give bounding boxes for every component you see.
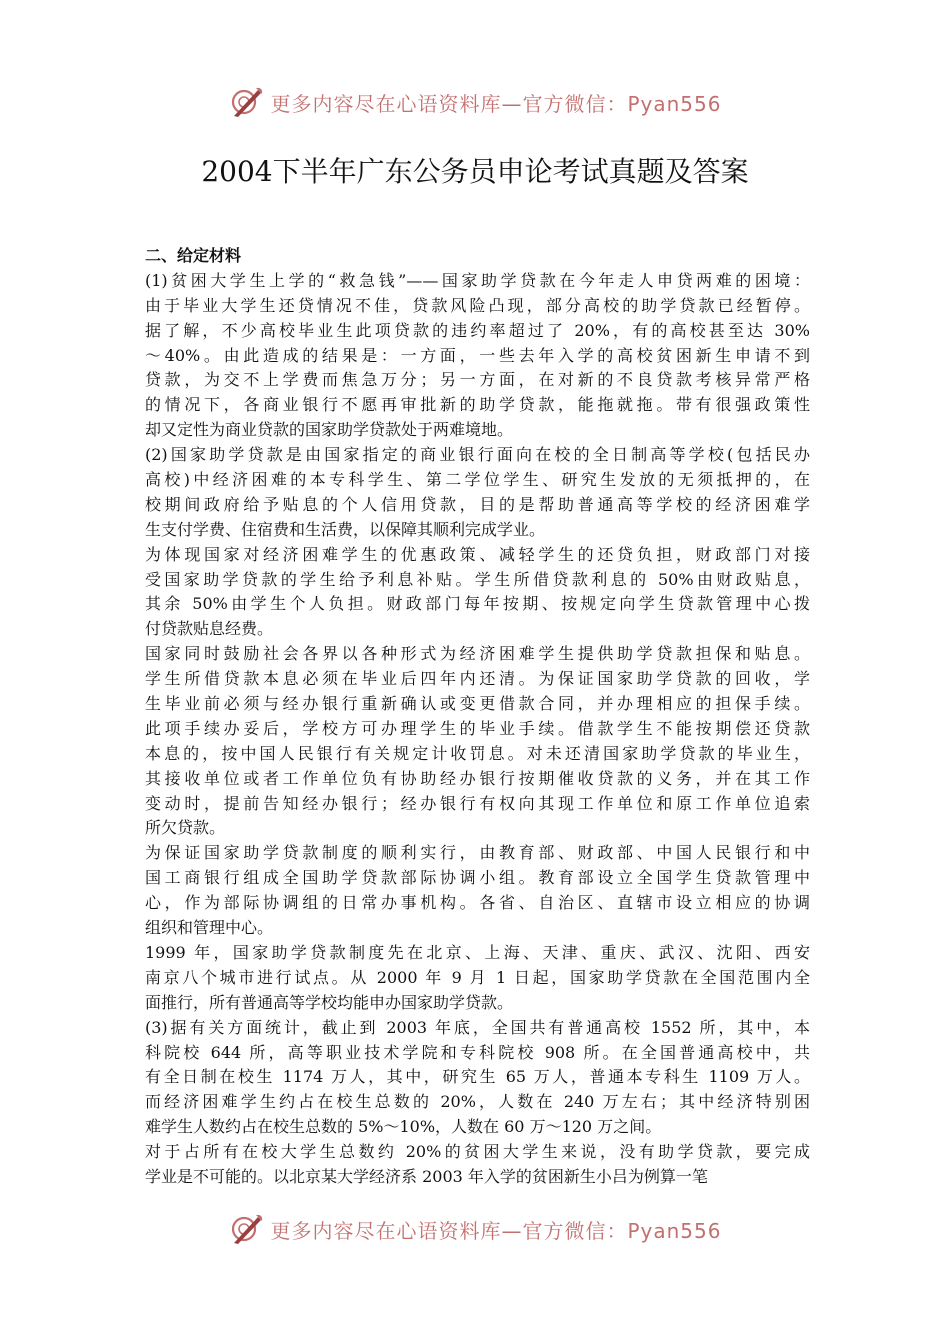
section-heading: 二、给定材料 bbox=[145, 246, 242, 265]
text-line: 生支付学费、住宿费和生活费，以保障其顺利完成学业。 bbox=[145, 519, 546, 539]
quill-logo-icon bbox=[228, 84, 264, 120]
text-line: (3)据有关方面统计，截止到 2003 年底，全国共有普通高校 1552 所，其中，本 bbox=[145, 1017, 810, 1037]
text-line: (2)国家助学贷款是由国家指定的商业银行面向在校的全日制高等学校(包括民办 bbox=[145, 445, 810, 465]
text-line: 国工商银行组成全国助学贷款部际协调小组。教育部设立全国学生贷款管理中 bbox=[145, 868, 810, 888]
text-line: 贷款，为交不上学费而焦急万分；另一方面，在对新的不良贷款考核异常严格 bbox=[145, 370, 810, 390]
text-line: 由于毕业大学生还贷情况不佳，贷款风险凸现，部分高校的助学贷款已经暂停。 bbox=[145, 295, 810, 315]
text-line: 1999 年，国家助学贷款制度先在北京、上海、天津、重庆、武汉、沈阳、西安 bbox=[145, 942, 810, 962]
text-line: 而经济困难学生约占在校生总数的 20%，人数在 240 万左右；其中经济特别困 bbox=[145, 1092, 810, 1112]
text-line: 所欠贷款。 bbox=[145, 818, 226, 838]
document-body bbox=[145, 244, 810, 1190]
text-line: 受国家助学贷款的学生给予利息补贴。学生所借贷款利息的 50%由财政贴息， bbox=[145, 569, 810, 589]
text-line: 有全日制在校生 1174 万人，其中，研究生 65 万人，普通本专科生 1109 万人。 bbox=[145, 1067, 810, 1087]
text-line: 难学生人数约占在校生总数的 5%～10%，人数在 60 万～120 万之间。 bbox=[145, 1117, 662, 1137]
text-line: 南京八个城市进行试点。从 2000 年 9 月 1 日起，国家助学贷款在全国范围内全 bbox=[145, 967, 810, 987]
text-line: 生毕业前必须与经办银行重新确认或变更借款合同，并办理相应的担保手续。 bbox=[145, 694, 810, 714]
text-line: 此项手续办妥后，学校方可办理学生的毕业手续。借款学生不能按期偿还贷款 bbox=[145, 718, 810, 738]
text-line: 对于占所有在校大学生总数约 20%的贫困大学生来说，没有助学贷款，要完成 bbox=[145, 1142, 810, 1162]
page-title: 2004下半年广东公务员申论考试真题及答案 bbox=[201, 155, 749, 188]
header-watermark-text: 更多内容尽在心语资料库—官方微信：Pyan556 bbox=[270, 91, 722, 116]
text-line: 面推行，所有普通高等学校均能申办国家助学贷款。 bbox=[145, 992, 514, 1012]
text-line: 校期间政府给予贴息的个人信用贷款，目的是帮助普通高等学校的经济困难学 bbox=[145, 494, 810, 514]
text-line: 高校)中经济困难的本专科学生、第二学位学生、研究生发放的无须抵押的，在 bbox=[145, 470, 810, 490]
text-line: 学业是不可能的。以北京某大学经济系 2003 年入学的贫困新生小吕为例算一笔 bbox=[145, 1166, 708, 1186]
text-line: (1)贫困大学生上学的“救急钱”——国家助学贷款在今年走人申贷两难的困境： bbox=[145, 270, 810, 290]
footer-watermark-text: 更多内容尽在心语资料库—官方微信：Pyan556 bbox=[270, 1218, 722, 1243]
text-line: 国家同时鼓励社会各界以各种形式为经济困难学生提供助学贷款担保和贴息。 bbox=[145, 644, 810, 664]
quill-logo-icon bbox=[228, 1211, 264, 1247]
text-line: 其余 50%由学生个人负担。财政部门每年按期、按规定向学生贷款管理中心拨 bbox=[145, 594, 810, 614]
text-line: 据了解，不少高校毕业生此项贷款的违约率超过了 20%，有的高校甚至达 30% bbox=[145, 320, 810, 340]
text-line: ～40%。由此造成的结果是：一方面，一些去年入学的高校贫困新生申请不到 bbox=[145, 345, 810, 365]
text-line: 为保证国家助学贷款制度的顺利实行，由教育部、财政部、中国人民银行和中 bbox=[145, 843, 810, 863]
text-line: 心，作为部际协调组的日常办事机构。各省、自治区、直辖市设立相应的协调 bbox=[145, 893, 810, 913]
text-line: 的情况下，各商业银行不愿再审批新的助学贷款，能拖就拖。带有很强政策性 bbox=[145, 395, 810, 415]
header-watermark-banner bbox=[0, 80, 950, 124]
text-line: 组织和管理中心。 bbox=[145, 918, 274, 938]
material-text bbox=[145, 269, 810, 1190]
text-line: 变动时，提前告知经办银行；经办银行有权向其现工作单位和原工作单位追索 bbox=[145, 793, 810, 813]
text-line: 科院校 644 所，高等职业技术学院和专科院校 908 所。在全国普通高校中，共 bbox=[145, 1042, 810, 1062]
text-line: 学生所借贷款本息必须在毕业后四年内还清。为保证国家助学贷款的回收，学 bbox=[145, 669, 810, 689]
footer-watermark-banner bbox=[0, 1207, 950, 1251]
text-line: 付贷款贴息经费。 bbox=[145, 619, 274, 639]
text-line: 其接收单位或者工作单位负有协助经办银行按期催收贷款的义务，并在其工作 bbox=[145, 768, 810, 788]
text-line: 为体现国家对经济困难学生的优惠政策、减轻学生的还贷负担，财政部门对接 bbox=[145, 544, 810, 564]
text-line: 本息的，按中国人民银行有关规定计收罚息。对未还清国家助学贷款的毕业生， bbox=[145, 743, 810, 763]
text-line: 却又定性为商业贷款的国家助学贷款处于两难境地。 bbox=[145, 420, 514, 440]
